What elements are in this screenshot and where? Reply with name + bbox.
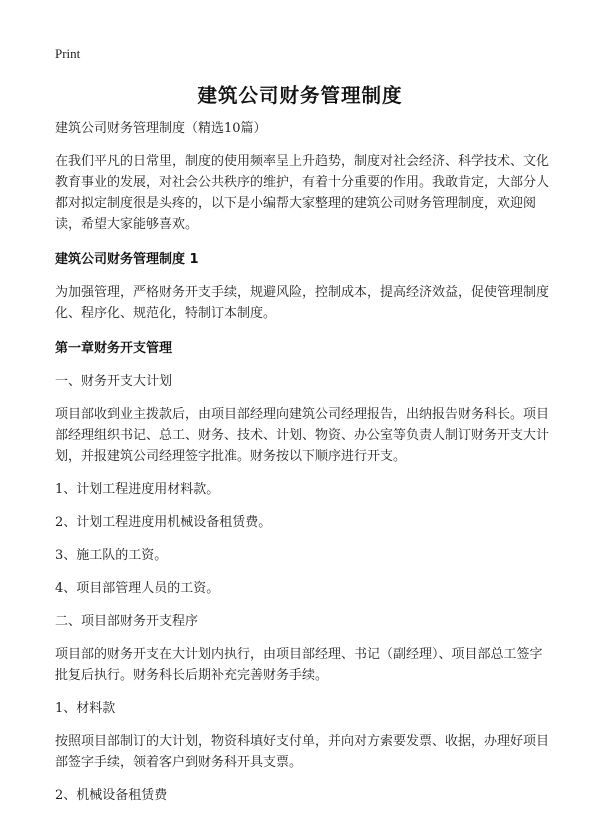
list-item: 4、项目部管理人员的工资。	[55, 581, 220, 596]
list-item: 1、计划工程进度用材料款。	[55, 482, 220, 497]
list-item: 3、施工队的工资。	[55, 548, 168, 563]
body-paragraph: 项目部的财务开支在大计划内执行，由项目部经理、书记（副经理）、项目部总工签字批复后执行。财务科长后期补充完善财务手续。	[55, 647, 543, 683]
subheading-paragraph: 二、项目部财务开支程序	[55, 614, 199, 629]
page-title: 建筑公司财务管理制度	[197, 84, 403, 107]
chapter-heading: 第一章财务开支管理	[55, 341, 173, 356]
subheading-paragraph: 一、财务开支大计划	[55, 374, 173, 389]
list-item: 2、计划工程进度用机械设备租赁费。	[55, 515, 272, 530]
subtitle-paragraph: 建筑公司财务管理制度（精选10篇）	[55, 121, 267, 136]
list-item: 1、材料款	[55, 701, 116, 716]
intro-paragraph: 在我们平凡的日常里，制度的使用频率呈上升趋势，制度对社会经济、科学技术、文化教育事业的发展，对社会公共秩序的维护，有着十分重要的作用。我敢肯定，大部分人都对拟定制度很是头疼的，以下是小编帮大家整理的建筑公司财务管理制度，欢迎阅读，希望大家能够喜欢。	[55, 154, 550, 232]
document-body	[55, 118, 550, 806]
body-paragraph: 项目部收到业主拨款后，由项目部经理向建筑公司经理报告，出纳报告财务科长。项目部经理组织书记、总工、财务、技术、计划、物资、办公室等负责人制订财务开支大计划，并报建筑公司经理签字批准。财务按以下顺序进行开支。	[55, 407, 550, 464]
list-item: 2、机械设备租赁费	[55, 788, 168, 803]
body-paragraph: 按照项目部制订的大计划，物资科填好支付单，并向对方索要发票、收据，办理好项目部签字手续，领着客户到财务科开具支票。	[55, 734, 550, 770]
body-paragraph: 为加强管理，严格财务开支手续，规避风险，控制成本，提高经济效益，促使管理制度化、程序化、规范化，特制订本制度。	[55, 285, 550, 321]
print-link[interactable]: Print	[55, 46, 81, 61]
section-heading: 建筑公司财务管理制度 1	[55, 252, 199, 267]
